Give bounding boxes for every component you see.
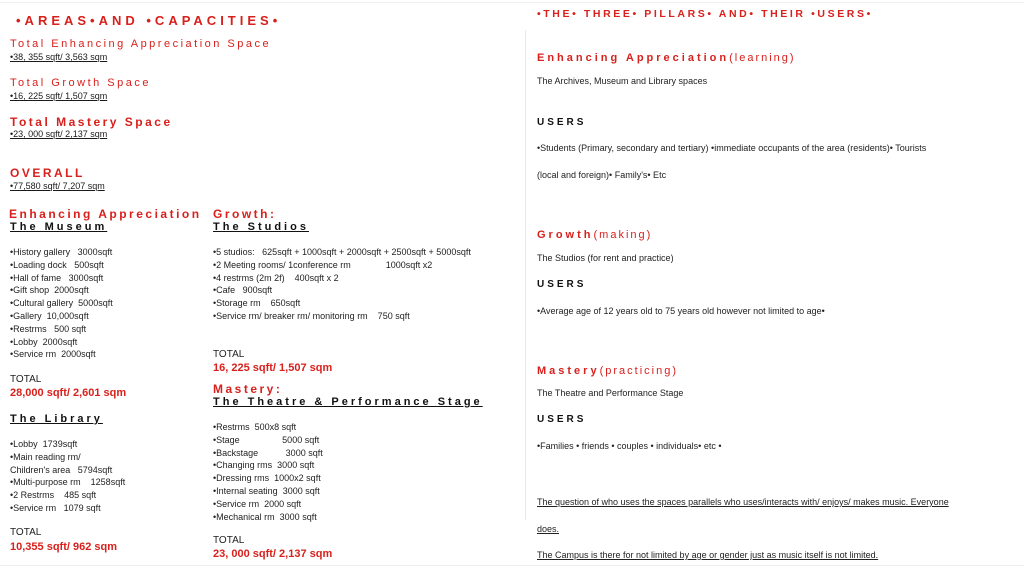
list-item: •2 Restrms 485 sqft [10, 490, 97, 501]
overall-value: •77,580 sqft/ 7,207 sqm [10, 181, 105, 191]
closing-line-2: does. [537, 524, 560, 534]
enhancing-paren: (learning) [729, 52, 796, 64]
list-item: •Stage 5000 sqft [213, 434, 320, 445]
list-item: •Backstage 3000 sqft [213, 447, 323, 458]
mastery-total-value: •23, 000 sqft/ 2,137 sqm [10, 129, 108, 139]
theatre-list [213, 421, 323, 523]
list-item: •Changing rms 3000 sqft [213, 460, 315, 471]
growth-total-label: Total Growth Space [10, 77, 151, 89]
museum-total-value: 28,000 sqft/ 2,601 sqm [10, 387, 127, 399]
theatre-total-value: 23, 000 sqft/ 2,137 sqm [213, 548, 333, 560]
list-item: •Service rm 1079 sqft [10, 502, 101, 513]
theatre-title: The Theatre & Performance Stage [213, 396, 483, 408]
growth-heading [537, 225, 652, 243]
closing-line-1: The question of who uses the spaces parallels who uses/interacts with/ enjoys/ makes music. Everyone [537, 497, 949, 507]
mastery-users-label: USERS [537, 414, 587, 425]
mastery-heading [537, 361, 678, 379]
museum-title: The Museum [10, 221, 108, 233]
list-item: Children's area 5794sqft [10, 464, 113, 475]
growth-paren: (making) [593, 229, 653, 241]
list-item: •Hall of fame 3000sqft [10, 272, 104, 283]
list-item: •Main reading rm/ [10, 451, 81, 462]
enhancing-users-line1: •Students (Primary, secondary and tertiary) •immediate occupants of the area (residents)• Tourists [537, 143, 927, 153]
list-item: •Service rm 2000sqft [10, 349, 96, 360]
overall-label: OVERALL [10, 166, 85, 180]
theatre-section-label: Mastery: [213, 382, 283, 396]
library-total-label: TOTAL [10, 527, 42, 538]
list-item: •Multi-purpose rm 1258sqft [10, 477, 126, 488]
list-item: •Service rm/ breaker rm/ monitoring rm 750 sqft [213, 310, 410, 321]
enhancing-total-label: Total Enhancing Appreciation Space [10, 38, 272, 50]
library-title: The Library [10, 413, 103, 425]
bottom-rule [0, 565, 1024, 566]
list-item: •Lobby 2000sqft [10, 336, 78, 347]
growth-users-line: •Average age of 12 years old to 75 years old however not limited to age• [537, 306, 825, 316]
enhancing-desc: The Archives, Museum and Library spaces [537, 76, 708, 86]
pillars-title: •THE• THREE• PILLARS• AND• THEIR •USERS• [537, 8, 873, 20]
top-rule [0, 2, 1024, 3]
list-item: •Gift shop 2000sqft [10, 285, 89, 296]
list-item: •Dressing rms 1000x2 sqft [213, 473, 321, 484]
enhancing-heading [537, 48, 796, 66]
growth-desc: The Studios (for rent and practice) [537, 253, 674, 263]
list-item: •Internal seating 3000 sqft [213, 485, 320, 496]
studios-total-label: TOTAL [213, 349, 245, 360]
list-item: •History gallery 3000sqft [10, 247, 113, 257]
list-item: •Gallery 10,000sqft [10, 310, 89, 321]
mastery-desc: The Theatre and Performance Stage [537, 388, 684, 398]
mastery-paren: (practicing) [599, 365, 678, 377]
enhancing-users-line2: (local and foreign)• Family's• Etc [537, 170, 667, 180]
list-item: •Loading dock 500sqft [10, 259, 104, 270]
growth-total-value: •16, 225 sqft/ 1,507 sqm [10, 91, 108, 101]
enhancing-name: Enhancing Appreciation [537, 52, 730, 64]
closing-line-3: The Campus is there for not limited by age or gender just as music itself is not limited. [537, 550, 879, 560]
studios-section-label: Growth: [213, 207, 277, 221]
list-item: •Cultural gallery 5000sqft [10, 298, 113, 309]
list-item: •5 studios: 625sqft + 1000sqft + 2000sqft + 2500sqft + 5000sqft [213, 247, 471, 257]
mastery-name: Mastery [537, 365, 600, 377]
column-divider [525, 30, 526, 520]
growth-name: Growth [537, 229, 594, 241]
library-list [10, 438, 125, 515]
list-item: •Cafe 900sqft [213, 285, 273, 296]
list-item: •Service rm 2000 sqft [213, 498, 302, 509]
areas-title: •AREAS•AND •CAPACITIES• [16, 13, 282, 28]
enhancing-users-label: USERS [537, 117, 587, 128]
studios-list [213, 246, 471, 323]
mastery-users-line: •Families • friends • couples • individuals• etc • [537, 441, 722, 451]
list-item: •Mechanical rm 3000 sqft [213, 511, 317, 522]
list-item: •Lobby 1739sqft [10, 439, 78, 449]
growth-users-label: USERS [537, 279, 587, 290]
museum-section-label: Enhancing Appreciation [9, 207, 202, 221]
studios-total-value: 16, 225 sqft/ 1,507 sqm [213, 362, 333, 374]
list-item: •Storage rm 650sqft [213, 298, 301, 309]
list-item: •Restrms 500 sqft [10, 323, 87, 334]
list-item: •Restrms 500x8 sqft [213, 422, 297, 432]
museum-list [10, 246, 113, 361]
library-total-value: 10,355 sqft/ 962 sqm [10, 541, 118, 553]
enhancing-total-value: •38, 355 sqft/ 3,563 sqm [10, 52, 108, 62]
list-item: •4 restrms (2m 2f) 400sqft x 2 [213, 272, 339, 283]
studios-title: The Studios [213, 221, 309, 233]
theatre-total-label: TOTAL [213, 535, 245, 546]
mastery-total-label: Total Mastery Space [10, 115, 173, 129]
list-item: •2 Meeting rooms/ 1conference rm 1000sqft x2 [213, 259, 433, 270]
museum-total-label: TOTAL [10, 374, 42, 385]
